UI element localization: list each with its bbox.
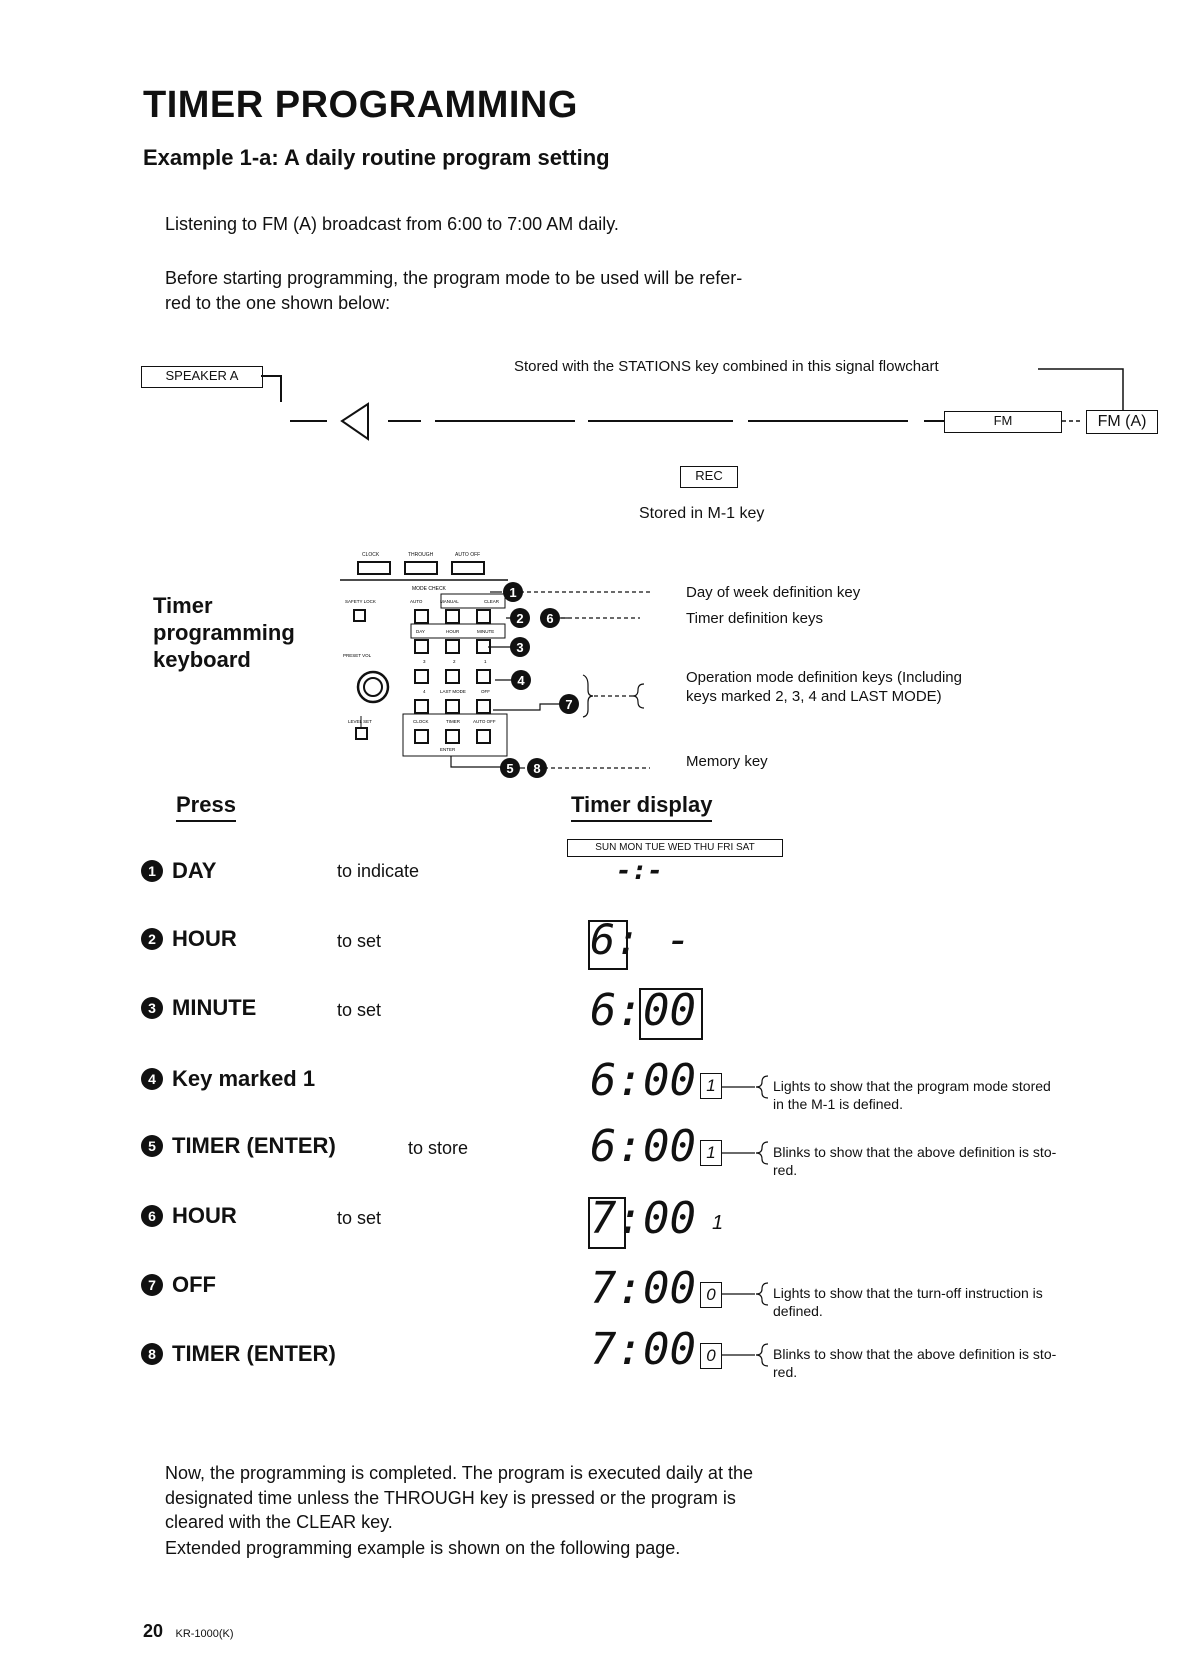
label-last-mode: LAST MODE [440,689,466,694]
callout-operation-1: Operation mode definition keys (Including [686,669,962,686]
intro-line-1: Listening to FM (A) broadcast from 6:00 to 7:00 AM daily. [165,214,619,234]
page-number: 20 [143,1621,164,1641]
label-auto: AUTO [410,599,423,604]
label-hour: HOUR [446,629,460,634]
label-manual: MANUAL [440,599,459,604]
closing-line-3: cleared with the CLEAR key. [165,1512,393,1532]
callout-timer: Timer definition keys [686,610,823,627]
label-day: DAY [416,629,425,634]
fm-a-box: FM (A) [1086,410,1158,434]
mode-check-label: MODE CHECK [412,586,446,592]
step-6-action: to set [337,1208,382,1228]
callout-operation-2: keys marked 2, 3, 4 and LAST MODE) [686,688,942,705]
step-7-note: Lights to show that the turn-off instruction is defined. [773,1285,1043,1319]
label-clock-2: CLOCK [413,719,429,724]
callout-num-4: 4 [517,673,525,688]
step-6: 6 HOUR [141,1203,237,1229]
step-3-action: to set [337,1000,382,1020]
step-7: 7 OFF [141,1272,216,1298]
key-label-auto-off: AUTO OFF [455,552,481,558]
step-1: 1 DAY [141,858,216,884]
label-2: 2 [453,659,456,664]
callout-memory: Memory key [686,753,768,770]
example-subtitle: Example 1-a: A daily routine program setting [143,145,610,170]
label-preset-vol: PRESET VOL [343,653,372,658]
step-3-display: 6:00 [590,985,696,1036]
label-1: 1 [484,659,487,664]
step-1-display: -:- [616,856,663,886]
fm-box: FM [944,411,1062,433]
closing-line-4: Extended programming example is shown on the following page. [165,1538,681,1558]
step-8-display: 7:00 [590,1324,696,1375]
step-5-action: to store [408,1138,469,1158]
step-3: 3 MINUTE [141,995,256,1021]
key-label-through: THROUGH [408,552,434,558]
step-8: 8 TIMER (ENTER) [141,1341,336,1367]
step-1-action: to indicate [337,861,420,881]
press-heading: Press [176,792,236,822]
label-enter: ENTER [440,747,456,752]
callout-num-2: 2 [516,611,524,626]
label-4: 4 [423,689,426,694]
label-minute: MINUTE [477,629,495,634]
step-2-display: 6: - [590,915,692,964]
keyboard-title: Timer programming keyboard [153,593,295,672]
step-5-display: 6:00 [590,1121,696,1172]
step-8-note: Blinks to show that the above definition is sto- red. [773,1346,1057,1380]
label-auto-off-2: AUTO OFF [473,719,496,724]
m1-note: Stored in M-1 key [639,505,765,522]
rec-box: REC [680,466,738,488]
callout-num-7: 7 [565,697,573,712]
label-off: OFF [481,689,490,694]
label-clear: CLEAR [484,599,500,604]
page-footer [143,1621,234,1642]
callout-num-5: 5 [506,761,514,776]
step-6-display: 7:00 [590,1193,696,1244]
step-7-display: 7:00 [590,1263,696,1314]
key-label-clock: CLOCK [362,552,380,558]
page-title: TIMER PROGRAMMING [143,84,578,126]
step-4-note: Lights to show that the program mode stored in the M-1 is defined. [773,1078,1051,1112]
label-timer: TIMER [446,719,460,724]
step-2: 2 HOUR [141,926,237,952]
closing-line-1: Now, the programming is completed. The program is executed daily at the [165,1463,753,1483]
step-2-action: to set [337,931,382,951]
intro-line-3: red to the one shown below: [165,293,391,313]
speaker-a-box: SPEAKER A [141,366,263,388]
step-6-mode-indicator: 1 [712,1212,724,1234]
step-4-display: 6:00 [590,1055,696,1106]
step-7-mode-box: 0 [700,1282,722,1308]
step-5-note: Blinks to show that the above definition is sto- red. [773,1144,1057,1178]
step-4: 4 Key marked 1 [141,1066,315,1092]
step-4-mode-box: 1 [700,1073,722,1099]
closing-line-2: designated time unless the THROUGH key is pressed or the program is [165,1488,736,1508]
callout-num-1: 1 [509,585,517,600]
stations-note: Stored with the STATIONS key combined in this signal flowchart [514,358,939,375]
callout-day: Day of week definition key [686,584,861,601]
days-of-week-bar: SUN MON TUE WED THU FRI SAT [567,839,783,857]
label-safety-lock: SAFETY LOCK [345,599,376,604]
callout-num-6: 6 [546,611,554,626]
model-number: KR-1000(K) [175,1628,234,1640]
callout-num-3: 3 [516,640,524,655]
step-8-mode-box: 0 [700,1343,722,1369]
step-5-mode-box: 1 [700,1140,722,1166]
callout-num-8: 8 [533,761,541,776]
label-3: 3 [423,659,426,664]
timer-display-heading: Timer display [571,792,712,822]
intro-line-2: Before starting programming, the program mode to be used will be refer- [165,268,743,288]
label-level-set: LEVEL SET [348,719,372,724]
step-5: 5 TIMER (ENTER) [141,1133,336,1159]
